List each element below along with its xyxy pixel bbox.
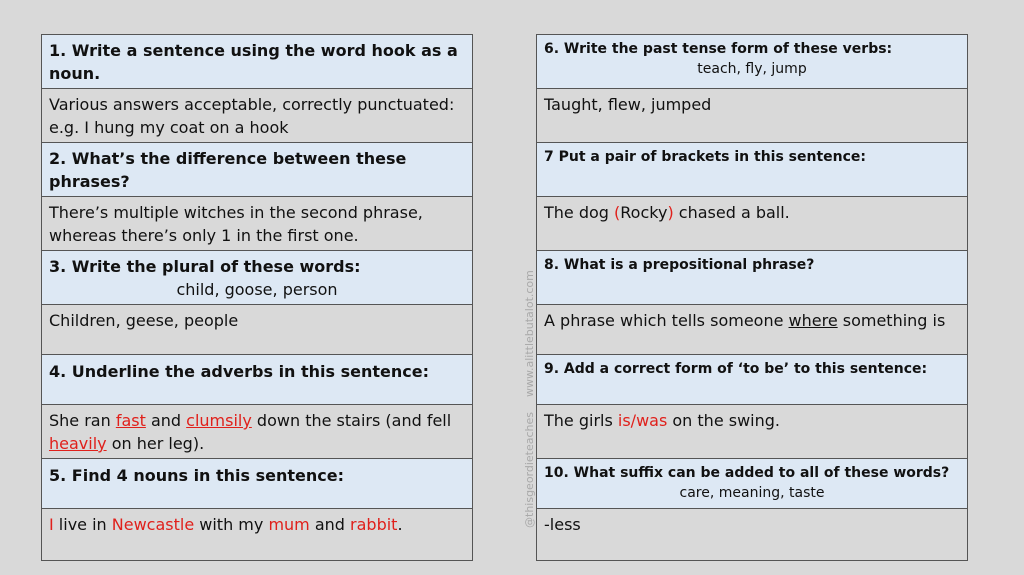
adverb-heavily: heavily bbox=[49, 434, 107, 453]
answer-4: She ran fast and clumsily down the stairs (and fell heavily on her leg). bbox=[49, 411, 452, 453]
answer-2-cell bbox=[42, 197, 472, 251]
question-2: 2. What’s the difference between these phrases? bbox=[49, 149, 407, 191]
question-4-cell bbox=[42, 355, 472, 405]
answer-10: -less bbox=[544, 515, 581, 534]
answer-2-line-2: whereas there’s only 1 in the first one. bbox=[49, 226, 359, 245]
question-8-cell bbox=[537, 251, 967, 305]
answer-4-cell bbox=[42, 405, 472, 459]
question-5: 5. Find 4 nouns in this sentence: bbox=[49, 466, 345, 485]
answer-7: The dog (Rocky) chased a ball. bbox=[544, 203, 790, 222]
underlined-where: where bbox=[788, 311, 838, 330]
question-8: 8. What is a prepositional phrase? bbox=[544, 257, 815, 273]
noun-newcastle: Newcastle bbox=[111, 515, 195, 534]
watermark-handle: @thisgeordieteaches bbox=[523, 411, 536, 528]
answer-8: A phrase which tells someone where something is bbox=[544, 311, 946, 330]
adverb-fast: fast bbox=[115, 411, 146, 430]
question-10: 10. What suffix can be added to all of these words? bbox=[544, 465, 950, 481]
question-10-words: care, meaning, taste bbox=[679, 485, 825, 501]
question-3-cell bbox=[42, 251, 472, 305]
question-6: 6. Write the past tense form of these verbs: bbox=[544, 41, 893, 57]
answer-5-cell bbox=[42, 509, 472, 560]
to-be-form: is/was bbox=[617, 411, 668, 430]
adverb-clumsily: clumsily bbox=[186, 411, 252, 430]
question-9-cell bbox=[537, 355, 967, 405]
answer-1-cell bbox=[42, 89, 472, 143]
answer-6: Taught, flew, jumped bbox=[544, 95, 712, 114]
question-3-words: child, goose, person bbox=[176, 280, 338, 299]
question-10-cell bbox=[537, 459, 967, 509]
noun-mum: mum bbox=[268, 515, 310, 534]
question-7: 7 Put a pair of brackets in this sentence: bbox=[544, 149, 867, 165]
question-5-cell bbox=[42, 459, 472, 509]
answer-3-cell bbox=[42, 305, 472, 355]
answer-3: Children, geese, people bbox=[49, 311, 239, 330]
open-bracket: ( bbox=[614, 203, 621, 222]
answer-1-line-1: Various answers acceptable, correctly punctuated: bbox=[49, 95, 455, 114]
question-9: 9. Add a correct form of ‘to be’ to this sentence: bbox=[544, 361, 928, 377]
question-6-words: teach, fly, jump bbox=[697, 61, 807, 77]
right-quiz-table bbox=[536, 34, 968, 561]
close-bracket: ) bbox=[667, 203, 674, 222]
answer-10-cell bbox=[537, 509, 967, 560]
watermark-site: www.alittlebutalot.com bbox=[523, 270, 536, 397]
question-4: 4. Underline the adverbs in this sentence: bbox=[49, 362, 430, 381]
question-6-cell bbox=[537, 35, 967, 89]
answer-2-line-1: There’s multiple witches in the second phrase, bbox=[49, 203, 423, 222]
answer-9: The girls is/was on the swing. bbox=[544, 411, 780, 430]
answer-7-cell bbox=[537, 197, 967, 251]
question-2-cell bbox=[42, 143, 472, 197]
question-1: 1. Write a sentence using the word hook as a noun. bbox=[49, 41, 458, 83]
answer-5: I live in Newcastle with my mum and rabbit. bbox=[49, 515, 403, 534]
noun-rabbit: rabbit bbox=[350, 515, 398, 534]
answer-6-cell bbox=[537, 89, 967, 143]
answer-8-cell bbox=[537, 305, 967, 355]
noun-i: I bbox=[49, 515, 54, 534]
question-1-cell bbox=[42, 35, 472, 89]
left-quiz-table bbox=[41, 34, 473, 561]
question-7-cell bbox=[537, 143, 967, 197]
answer-9-cell bbox=[537, 405, 967, 459]
answer-1-line-2: e.g. I hung my coat on a hook bbox=[49, 118, 289, 137]
question-3: 3. Write the plural of these words: bbox=[49, 257, 361, 276]
